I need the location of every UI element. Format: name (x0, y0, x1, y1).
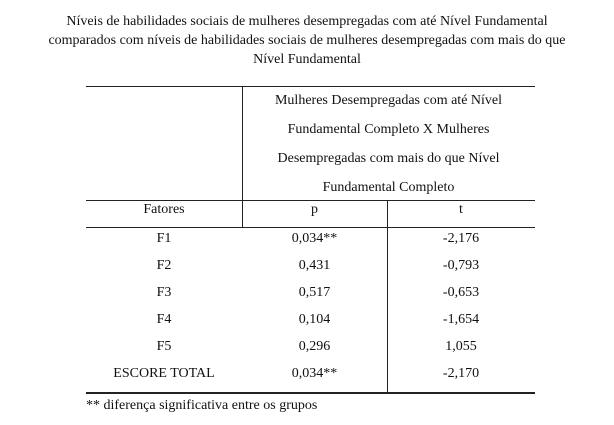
row-factor: F4 (156, 312, 172, 327)
column-header-p: p (311, 202, 318, 217)
row-p-value: 0,431 (298, 258, 331, 273)
table-bottom-rule (86, 392, 535, 394)
row-t-value: -2,176 (442, 231, 480, 246)
row-factor: F1 (156, 231, 172, 246)
title-line-2: comparados com níveis de habilidades sociais de mulheres desempregadas com mais do que (48, 33, 566, 48)
row-factor: ESCORE TOTAL (113, 366, 215, 381)
title-line-1: Níveis de habilidades sociais de mulheres desempregadas com até Nível Fundamental (66, 14, 548, 29)
footnote: ** diferença significativa entre os grupos (86, 398, 318, 413)
group-header-line-2: Fundamental Completo X Mulheres (287, 122, 490, 137)
row-t-value: -1,654 (442, 312, 480, 327)
row-t-value: -0,793 (442, 258, 480, 273)
row-t-value: -2,170 (442, 366, 480, 381)
row-p-value: 0,034** (291, 231, 338, 246)
row-t-value: 1,055 (445, 339, 477, 354)
title-line-3: Nível Fundamental (253, 52, 361, 67)
row-factor: F2 (156, 258, 172, 273)
table-title (0, 12, 614, 69)
row-p-value: 0,104 (298, 312, 331, 327)
row-factor: F3 (156, 285, 172, 300)
row-p-value: 0,517 (298, 285, 331, 300)
column-header-rule (86, 227, 535, 228)
column-header-t: t (459, 202, 463, 217)
column-header-fatores: Fatores (143, 202, 185, 217)
group-header (242, 86, 535, 202)
group-header-line-4: Fundamental Completo (322, 180, 455, 195)
row-p-value: 0,296 (298, 339, 331, 354)
row-t-value: -0,653 (442, 285, 480, 300)
group-header-line-1: Mulheres Desempregadas com até Nível (274, 93, 503, 108)
group-header-line-3: Desempregadas com mais do que Nível (277, 151, 500, 166)
row-p-value: 0,034** (291, 366, 338, 381)
row-factor: F5 (156, 339, 172, 354)
